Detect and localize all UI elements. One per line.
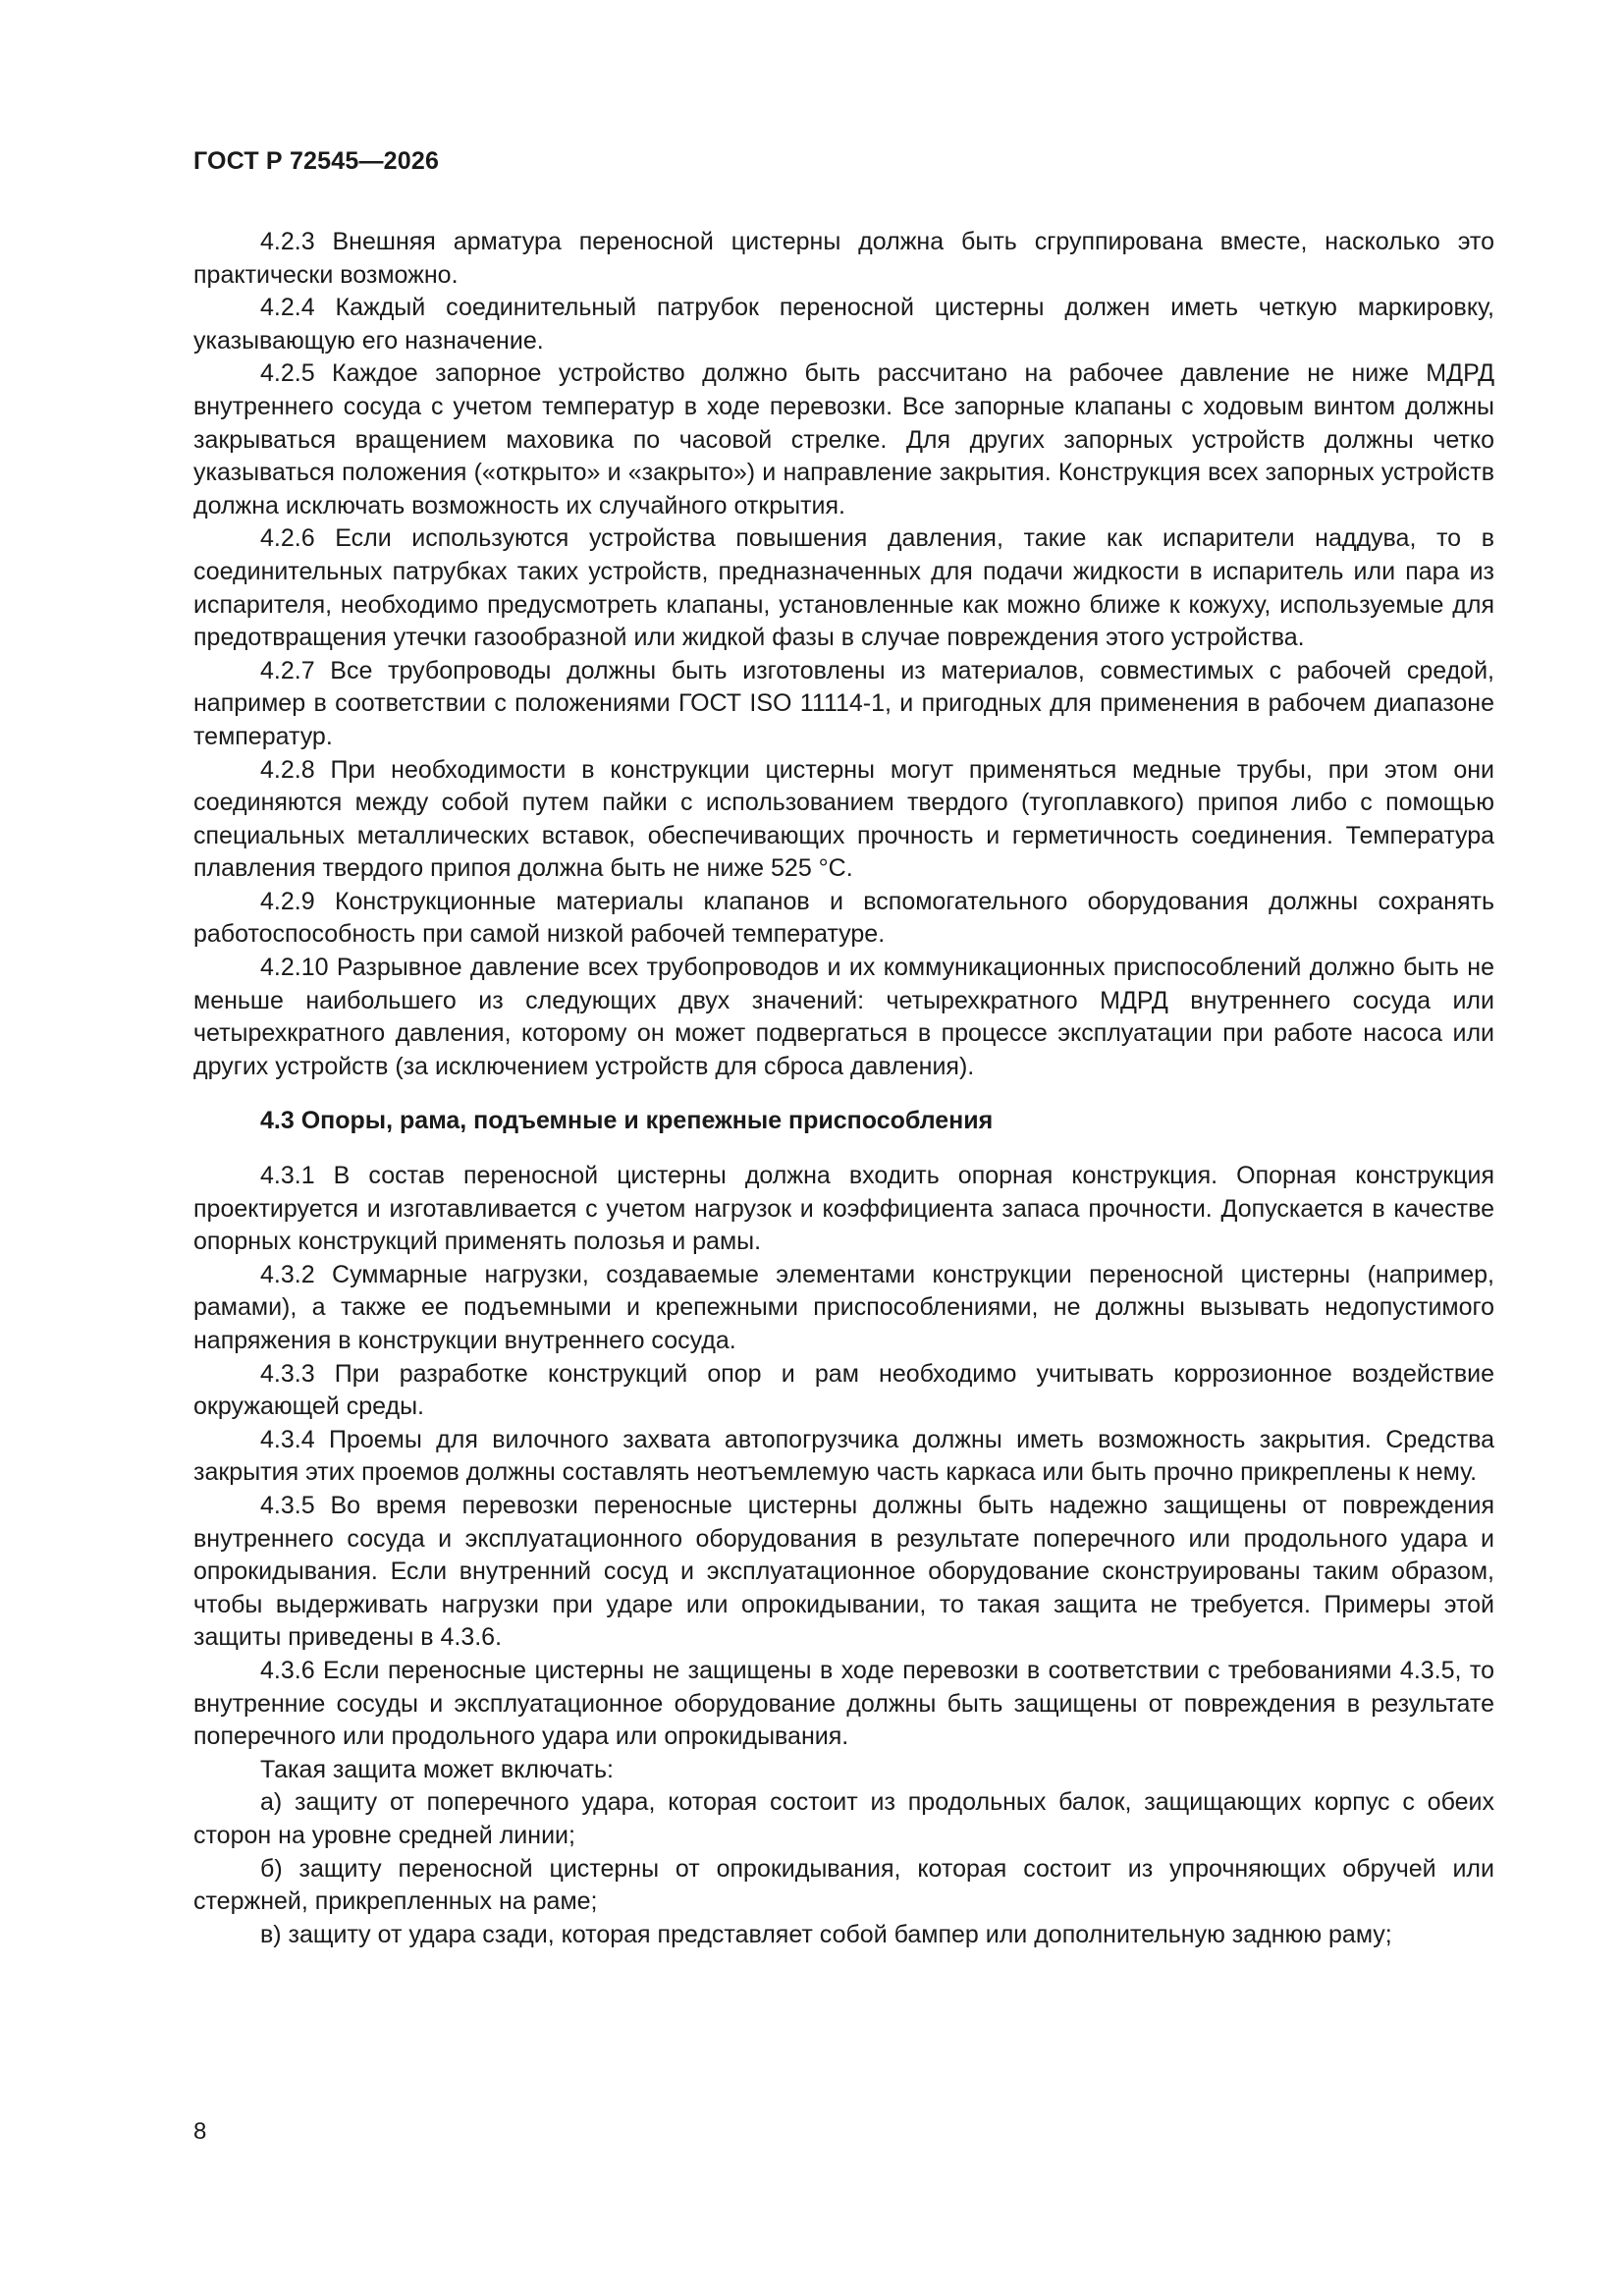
paragraph-4-2-8: 4.2.8 При необходимости в конструкции цистерны могут применяться медные трубы, при этом они соединяются между собой путем пайки с использованием твердого (тугоплавкого) припоя либо с помощью специальных металлических вставок, обеспечивающих прочность и герметичность соединения. Температура плавления твердого припоя должна быть не ниже 525 °С. xyxy=(193,755,1494,883)
section-heading-4-3: 4.3 Опоры, рама, подъемные и крепежные приспособления xyxy=(260,1107,994,1135)
paragraph-4-3-4: 4.3.4 Проемы для вилочного захвата автопогрузчика должны иметь возможность закрытия. Средства закрытия этих проемов должны составлять неотъемлемую часть каркаса или быть прочно прикреплены к нему. xyxy=(193,1425,1494,1487)
list-item-a: а) защиту от поперечного удара, которая состоит из продольных балок, защищающих корпус с обеих сторон на уровне средней линии; xyxy=(193,1788,1494,1849)
document-code-header: ГОСТ Р 72545—2026 xyxy=(193,147,440,175)
paragraph-4-2-7: 4.2.7 Все трубопроводы должны быть изготовлены из материалов, совместимых с рабочей средой, например в соответствии с положениями ГОСТ ISO 11114-1, и пригодных для применения в рабочем диапазоне температур. xyxy=(193,656,1494,750)
page-number: 8 xyxy=(193,2118,207,2145)
paragraph-4-3-1: 4.3.1 В состав переносной цистерны должна входить опорная конструкция. Опорная конструкция проектируется и изготавливается с учетом нагрузок и коэффициента запаса прочности. Допускается в качестве опорных конструкций применять полозья и рамы. xyxy=(193,1162,1494,1256)
paragraph-4-3-5: 4.3.5 Во время перевозки переносные цистерны должны быть надежно защищены от повреждения внутреннего сосуда и эксплуатационного оборудования в результате поперечного или продольного удара и опрокидывания. Если внутренний сосуд и эксплуатационное оборудование сконструированы таким образом, чтобы выдерживать нагрузки при ударе или опрокидывании, то такая защита не требуется. Примеры этой защиты приведены в 4.3.6. xyxy=(193,1491,1494,1652)
list-item-v: в) защиту от удара сзади, которая представляет собой бампер или дополнительную заднюю раму; xyxy=(260,1920,1392,1948)
document-body xyxy=(193,226,1494,1951)
protection-intro: Такая защита может включать: xyxy=(260,1755,614,1783)
paragraph-4-3-2: 4.3.2 Суммарные нагрузки, создаваемые элементами конструкции переносной цистерны (например, рамами), а также ее подъемными и крепежными приспособлениями, не должны вызывать недопустимого напряжения в конструкции внутреннего сосуда. xyxy=(193,1260,1494,1354)
paragraph-4-3-6: 4.3.6 Если переносные цистерны не защищены в ходе перевозки в соответствии с требованиями 4.3.5, то внутренние сосуды и эксплуатационное оборудование должны быть защищены от повреждения в результате поперечного или продольного удара или опрокидывания. xyxy=(193,1656,1494,1751)
paragraph-4-2-6: 4.2.6 Если используются устройства повышения давления, такие как испарители наддува, то в соединительных патрубках таких устройств, предназначенных для подачи жидкости в испаритель или пара из испарителя, необходимо предусмотреть клапаны, установленные как можно ближе к кожуху, используемые для предотвращения утечки газообразной или жидкой фазы в случае повреждения этого устройства. xyxy=(193,524,1494,652)
list-item-b: б) защиту переносной цистерны от опрокидывания, которая состоит из упрочняющих обручей или стержней, прикрепленных на раме; xyxy=(193,1854,1494,1916)
paragraph-4-2-10: 4.2.10 Разрывное давление всех трубопроводов и их коммуникационных приспособлений должно быть не меньше наибольшего из следующих двух значений: четырехкратного МДРД внутреннего сосуда или четырехкратного давления, которому он может подвергаться в процессе эксплуатации при работе насоса или других устройств (за исключением устройств для сброса давления). xyxy=(193,954,1494,1080)
paragraph-4-2-4: 4.2.4 Каждый соединительный патрубок переносной цистерны должен иметь четкую маркировку, указывающую его назначение. xyxy=(193,294,1494,355)
document-page xyxy=(193,0,1494,2296)
paragraph-4-2-3: 4.2.3 Внешняя арматура переносной цистерны должна быть сгруппирована вместе, насколько это практически возможно. xyxy=(193,228,1494,289)
paragraph-4-2-9: 4.2.9 Конструкционные материалы клапанов и вспомогательного оборудования должны сохранять работоспособность при самой низкой рабочей температуре. xyxy=(193,887,1494,949)
paragraph-4-3-3: 4.3.3 При разработке конструкций опор и рам необходимо учитывать коррозионное воздействие окружающей среды. xyxy=(193,1359,1494,1421)
paragraph-4-2-5: 4.2.5 Каждое запорное устройство должно быть рассчитано на рабочее давление не ниже МДРД внутреннего сосуда с учетом температур в ходе перевозки. Все запорные клапаны с ходовым винтом должны закрываться вращением маховика по часовой стрелке. Для других запорных устройств должны четко указываться положения («открыто» и «закрыто») и направление закрытия. Конструкция всех запорных устройств должна исключать возможность их случайного открытия. xyxy=(193,359,1494,519)
